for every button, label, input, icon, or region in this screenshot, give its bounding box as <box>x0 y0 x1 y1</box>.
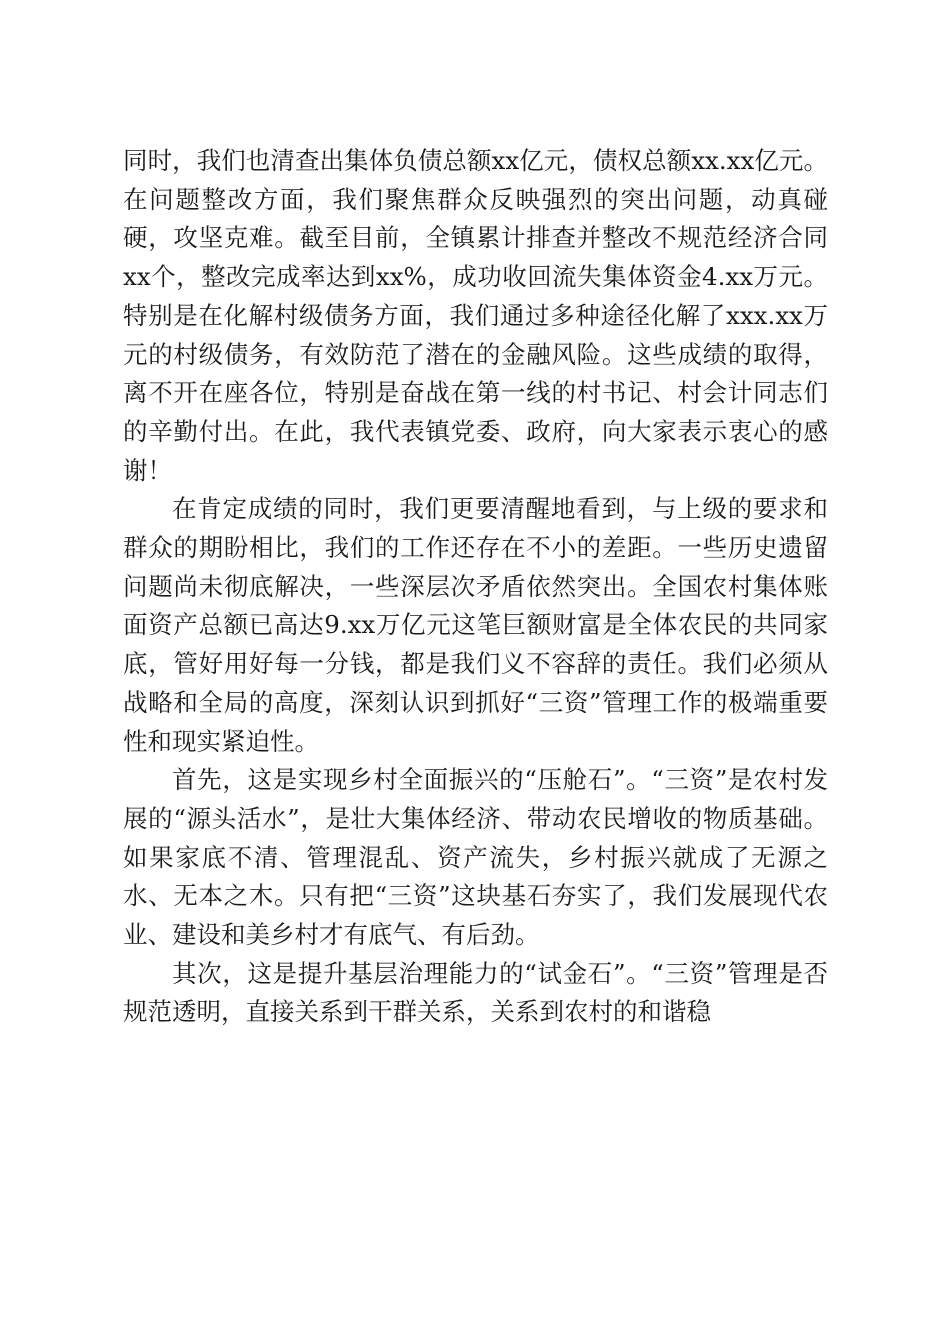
paragraph: 首先，这是实现乡村全面振兴的“压舱石”。“三资”是农村发展的“源头活水”，是壮大集体经济、带动农民增收的物质基础。如果家底不清、管理混乱、资产流失，乡村振兴就成了无源之水、无本之木。只有把“三资”这块基石夯实了，我们发展现代农业、建设和美乡村才有底气、有后劲。 <box>123 765 828 950</box>
paragraph-continued: 同时，我们也清查出集体负债总额xx亿元，债权总额xx.xx亿元。在问题整改方面，我们聚焦群众反映强烈的突出问题，动真碰硬，攻坚克难。截至目前，全镇累计排查并整改不规范经济合同xx个，整改完成率达到xx%，成功收回流失集体资金4.xx万元。特别是在化解村级债务方面，我们通过多种途径化解了xxx.xx万元的村级债务，有效防范了潜在的金融风险。这些成绩的取得，离不开在座各位，特别是奋战在第一线的村书记、村会计同志们的辛勤付出。在此，我代表镇党委、政府，向大家表示衷心的感谢！ <box>123 146 828 485</box>
paragraph: 在肯定成绩的同时，我们更要清醒地看到，与上级的要求和群众的期盼相比，我们的工作还存在不小的差距。一些历史遗留问题尚未彻底解决，一些深层次矛盾依然突出。全国农村集体账面资产总额已高达9.xx万亿元这笔巨额财富是全体农民的共同家底，管好用好每一分钱，都是我们义不容辞的责任。我们必须从战略和全局的高度，深刻认识到抓好“三资”管理工作的极端重要性和现实紧迫性。 <box>123 494 828 756</box>
document-body <box>123 142 828 1032</box>
paragraph: 其次，这是提升基层治理能力的“试金石”。“三资”管理是否规范透明，直接关系到干群关系，关系到农村的和谐稳 <box>123 958 828 1027</box>
